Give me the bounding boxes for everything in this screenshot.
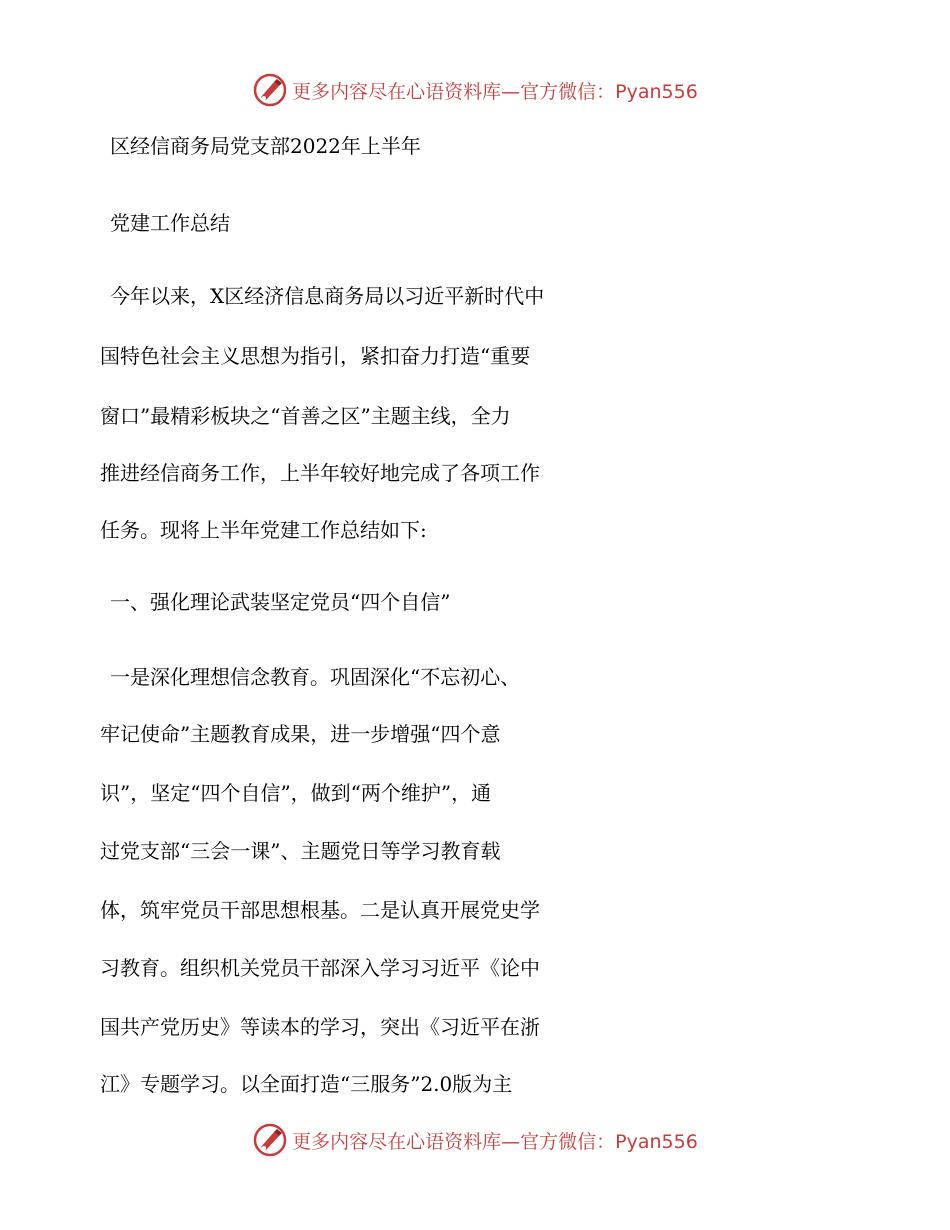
watermark-text-top: 更多内容尽在心语资料库—官方微信：Pyan556 bbox=[292, 80, 698, 103]
document-title-line-2: 党建工作总结 bbox=[110, 211, 230, 235]
paragraph-1-line-3: 窗口”最精彩板块之“首善之区”主题主线，全力 bbox=[100, 404, 511, 428]
watermark-text-bottom: 更多内容尽在心语资料库—官方微信：Pyan556 bbox=[292, 1130, 698, 1153]
section-1-heading: 一、强化理论武装坚定党员“四个自信” bbox=[110, 590, 451, 614]
paragraph-2-line-5: 体，筑牢党员干部思想根基。二是认真开展党史学 bbox=[100, 898, 540, 922]
paragraph-1-line-1: 今年以来，X区经济信息商务局以习近平新时代中 bbox=[110, 284, 545, 308]
document-title-line-1: 区经信商务局党支部2022年上半年 bbox=[110, 134, 421, 158]
paragraph-2-line-6: 习教育。组织机关党员干部深入学习习近平《论中 bbox=[100, 956, 540, 980]
pen-seal-logo-icon bbox=[252, 72, 288, 108]
watermark-banner-top bbox=[0, 68, 950, 112]
paragraph-2-line-3: 识”，坚定“四个自信”，做到“两个维护”，通 bbox=[100, 781, 492, 805]
paragraph-1-line-2: 国特色社会主义思想为指引，紧扣奋力打造“重要 bbox=[100, 344, 531, 368]
paragraph-2-line-7: 国共产党历史》等读本的学习，突出《习近平在浙 bbox=[100, 1015, 540, 1039]
paragraph-2-line-8: 江》专题学习。以全面打造“三服务”2.0版为主 bbox=[100, 1072, 513, 1096]
paragraph-1-line-5: 任务。现将上半年党建工作总结如下: bbox=[100, 518, 427, 542]
paragraph-2-line-2: 牢记使命”主题教育成果，进一步增强“四个意 bbox=[100, 722, 501, 746]
paragraph-2-line-4: 过党支部“三会一课”、主题党日等学习教育载 bbox=[100, 839, 501, 863]
pen-seal-logo-icon bbox=[252, 1122, 288, 1158]
watermark-banner-bottom bbox=[0, 1118, 950, 1162]
paragraph-2-line-1: 一是深化理想信念教育。巩固深化“不忘初心、 bbox=[110, 665, 521, 689]
paragraph-1-line-4: 推进经信商务工作，上半年较好地完成了各项工作 bbox=[100, 461, 540, 485]
